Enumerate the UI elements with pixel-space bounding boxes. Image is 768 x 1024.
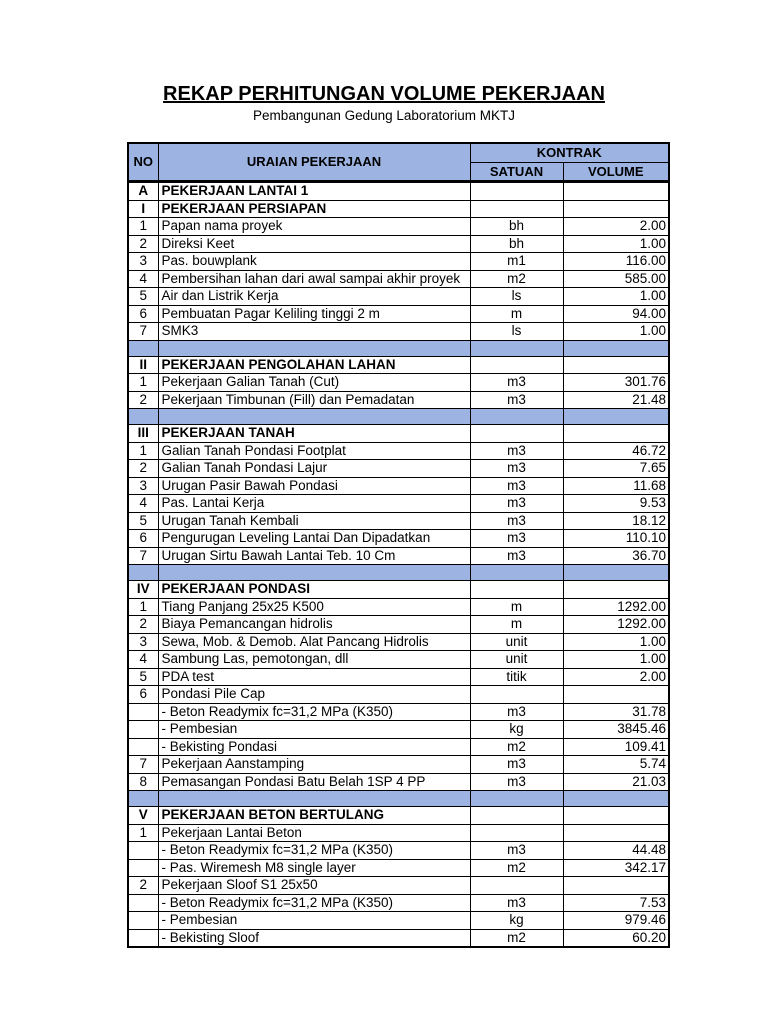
separator-cell	[158, 340, 470, 356]
table-row	[128, 929, 669, 947]
cell-no: 2	[128, 616, 158, 634]
section-separator	[128, 791, 669, 807]
header-satuan: SATUAN	[470, 163, 563, 182]
separator-cell	[563, 791, 669, 807]
section-separator	[128, 565, 669, 581]
cell-uraian: Galian Tanah Pondasi Footplat	[158, 442, 470, 460]
cell-satuan: m2	[470, 738, 563, 756]
cell-no: A	[128, 182, 158, 201]
cell-satuan: m3	[470, 894, 563, 912]
cell-satuan: m3	[470, 756, 563, 774]
table-row	[128, 859, 669, 877]
cell-no	[128, 842, 158, 860]
cell-uraian: Pembuatan Pagar Keliling tinggi 2 m	[158, 305, 470, 323]
cell-volume: 110.10	[563, 530, 669, 548]
cell-uraian: Pekerjaan Sloof S1 25x50	[158, 877, 470, 895]
cell-uraian: Urugan Pasir Bawah Pondasi	[158, 477, 470, 495]
cell-uraian: PEKERJAAN PENGOLAHAN LAHAN	[158, 356, 470, 374]
cell-volume: 94.00	[563, 305, 669, 323]
cell-no: 3	[128, 633, 158, 651]
cell-satuan: unit	[470, 651, 563, 669]
volume-table	[127, 142, 670, 948]
cell-satuan: m3	[470, 460, 563, 478]
table-row	[128, 912, 669, 930]
table-row	[128, 235, 669, 253]
table-row	[128, 530, 669, 548]
cell-satuan: m3	[470, 442, 563, 460]
cell-volume: 60.20	[563, 929, 669, 947]
cell-uraian: Sewa, Mob. & Demob. Alat Pancang Hidrolis	[158, 633, 470, 651]
cell-no: 5	[128, 512, 158, 530]
cell-uraian: - Pembesian	[158, 912, 470, 930]
cell-satuan	[470, 356, 563, 374]
cell-satuan: bh	[470, 235, 563, 253]
cell-no: 4	[128, 651, 158, 669]
cell-no: 2	[128, 877, 158, 895]
cell-volume: 18.12	[563, 512, 669, 530]
separator-cell	[128, 565, 158, 581]
cell-no	[128, 859, 158, 877]
section-row	[128, 182, 669, 201]
table-row	[128, 877, 669, 895]
section-separator	[128, 340, 669, 356]
table-row	[128, 442, 669, 460]
cell-uraian: Pekerjaan Lantai Beton	[158, 824, 470, 842]
table-row	[128, 218, 669, 236]
table-row	[128, 703, 669, 721]
cell-no: 4	[128, 270, 158, 288]
table-row	[128, 391, 669, 409]
cell-no: I	[128, 200, 158, 218]
separator-cell	[158, 791, 470, 807]
cell-uraian: Pembersihan lahan dari awal sampai akhir proyek	[158, 270, 470, 288]
cell-volume: 1.00	[563, 633, 669, 651]
separator-cell	[470, 565, 563, 581]
cell-volume: 116.00	[563, 253, 669, 271]
cell-uraian: Direksi Keet	[158, 235, 470, 253]
cell-volume: 979.46	[563, 912, 669, 930]
cell-uraian: - Pembesian	[158, 721, 470, 739]
section-row	[128, 356, 669, 374]
section-row	[128, 807, 669, 825]
section-row	[128, 425, 669, 443]
cell-no: 1	[128, 218, 158, 236]
cell-uraian: Air dan Listrik Kerja	[158, 288, 470, 306]
cell-uraian: SMK3	[158, 323, 470, 341]
cell-no	[128, 721, 158, 739]
cell-satuan: m3	[470, 391, 563, 409]
separator-cell	[128, 409, 158, 425]
cell-uraian: Biaya Pemancangan hidrolis	[158, 616, 470, 634]
cell-volume	[563, 877, 669, 895]
cell-uraian: Pas. bouwplank	[158, 253, 470, 271]
cell-no: 1	[128, 598, 158, 616]
cell-volume	[563, 807, 669, 825]
cell-volume: 109.41	[563, 738, 669, 756]
cell-satuan: m2	[470, 859, 563, 877]
cell-uraian: Urugan Tanah Kembali	[158, 512, 470, 530]
cell-volume	[563, 581, 669, 599]
cell-satuan	[470, 807, 563, 825]
document-title: REKAP PERHITUNGAN VOLUME PEKERJAAN	[163, 83, 605, 105]
cell-satuan: ls	[470, 288, 563, 306]
table-row	[128, 894, 669, 912]
separator-cell	[128, 340, 158, 356]
table-row	[128, 686, 669, 704]
cell-no: 3	[128, 477, 158, 495]
section-separator	[128, 409, 669, 425]
cell-satuan: kg	[470, 721, 563, 739]
section-row	[128, 200, 669, 218]
cell-satuan: m3	[470, 703, 563, 721]
cell-satuan: ls	[470, 323, 563, 341]
cell-no: 7	[128, 323, 158, 341]
cell-uraian: - Beton Readymix fc=31,2 MPa (K350)	[158, 894, 470, 912]
table-row	[128, 616, 669, 634]
separator-cell	[470, 340, 563, 356]
cell-volume: 585.00	[563, 270, 669, 288]
cell-uraian: PDA test	[158, 668, 470, 686]
cell-volume: 3845.46	[563, 721, 669, 739]
cell-no: III	[128, 425, 158, 443]
table-row	[128, 270, 669, 288]
cell-satuan: m3	[470, 512, 563, 530]
separator-cell	[563, 409, 669, 425]
cell-satuan: m1	[470, 253, 563, 271]
cell-satuan: m	[470, 616, 563, 634]
cell-uraian: PEKERJAAN BETON BERTULANG	[158, 807, 470, 825]
cell-no	[128, 894, 158, 912]
cell-satuan: titik	[470, 668, 563, 686]
header-no: NO	[128, 143, 158, 182]
cell-no: 6	[128, 305, 158, 323]
cell-satuan: m3	[470, 477, 563, 495]
cell-no	[128, 738, 158, 756]
cell-satuan: m3	[470, 495, 563, 513]
cell-volume: 46.72	[563, 442, 669, 460]
cell-volume: 1.00	[563, 288, 669, 306]
table-row	[128, 374, 669, 392]
cell-satuan	[470, 182, 563, 201]
cell-no: 1	[128, 442, 158, 460]
header-kontrak: KONTRAK	[470, 143, 669, 163]
cell-volume: 1.00	[563, 651, 669, 669]
cell-uraian: Sambung Las, pemotongan, dll	[158, 651, 470, 669]
cell-volume: 301.76	[563, 374, 669, 392]
table-row	[128, 773, 669, 791]
cell-no: 8	[128, 773, 158, 791]
cell-satuan: bh	[470, 218, 563, 236]
cell-volume: 11.68	[563, 477, 669, 495]
cell-volume: 7.53	[563, 894, 669, 912]
cell-uraian: - Bekisting Pondasi	[158, 738, 470, 756]
table-row	[128, 547, 669, 565]
cell-volume: 2.00	[563, 218, 669, 236]
cell-no: 2	[128, 460, 158, 478]
cell-volume	[563, 686, 669, 704]
cell-uraian: Pekerjaan Timbunan (Fill) dan Pemadatan	[158, 391, 470, 409]
cell-volume	[563, 425, 669, 443]
cell-uraian: Tiang Panjang 25x25 K500	[158, 598, 470, 616]
cell-no: IV	[128, 581, 158, 599]
cell-no: II	[128, 356, 158, 374]
table-row	[128, 253, 669, 271]
cell-uraian: - Bekisting Sloof	[158, 929, 470, 947]
cell-uraian: Pengurugan Leveling Lantai Dan Dipadatkan	[158, 530, 470, 548]
cell-uraian: Pekerjaan Aanstamping	[158, 756, 470, 774]
cell-uraian: Galian Tanah Pondasi Lajur	[158, 460, 470, 478]
table-row	[128, 323, 669, 341]
cell-satuan	[470, 200, 563, 218]
cell-satuan: m2	[470, 929, 563, 947]
table-row	[128, 651, 669, 669]
document-subtitle: Pembangunan Gedung Laboratorium MKTJ	[253, 108, 515, 123]
cell-uraian: Papan nama proyek	[158, 218, 470, 236]
cell-uraian: Pemasangan Pondasi Batu Belah 1SP 4 PP	[158, 773, 470, 791]
cell-uraian: Pondasi Pile Cap	[158, 686, 470, 704]
cell-no	[128, 929, 158, 947]
cell-satuan: kg	[470, 912, 563, 930]
table-row	[128, 512, 669, 530]
table-row	[128, 668, 669, 686]
header-volume: VOLUME	[563, 163, 669, 182]
cell-no: 6	[128, 530, 158, 548]
cell-no: 7	[128, 756, 158, 774]
table-header	[128, 143, 669, 182]
cell-volume	[563, 200, 669, 218]
cell-volume: 31.78	[563, 703, 669, 721]
cell-volume	[563, 824, 669, 842]
cell-no: 2	[128, 391, 158, 409]
table-row	[128, 842, 669, 860]
cell-satuan: m3	[470, 842, 563, 860]
cell-volume: 21.48	[563, 391, 669, 409]
cell-uraian: - Beton Readymix fc=31,2 MPa (K350)	[158, 842, 470, 860]
cell-satuan	[470, 824, 563, 842]
cell-no: 2	[128, 235, 158, 253]
cell-satuan: m3	[470, 773, 563, 791]
cell-uraian: PEKERJAAN PERSIAPAN	[158, 200, 470, 218]
cell-volume	[563, 182, 669, 201]
separator-cell	[470, 409, 563, 425]
section-row	[128, 581, 669, 599]
cell-satuan: m	[470, 598, 563, 616]
cell-uraian: Urugan Sirtu Bawah Lantai Teb. 10 Cm	[158, 547, 470, 565]
cell-volume: 9.53	[563, 495, 669, 513]
cell-satuan: m3	[470, 547, 563, 565]
table-body	[128, 182, 669, 948]
table-row	[128, 738, 669, 756]
cell-no: 1	[128, 374, 158, 392]
cell-satuan	[470, 425, 563, 443]
cell-volume: 5.74	[563, 756, 669, 774]
cell-satuan	[470, 686, 563, 704]
cell-volume: 21.03	[563, 773, 669, 791]
cell-uraian: Pas. Lantai Kerja	[158, 495, 470, 513]
table-row	[128, 305, 669, 323]
cell-uraian: PEKERJAAN TANAH	[158, 425, 470, 443]
cell-volume: 2.00	[563, 668, 669, 686]
cell-no	[128, 703, 158, 721]
cell-volume: 7.65	[563, 460, 669, 478]
table-row	[128, 633, 669, 651]
cell-satuan: m	[470, 305, 563, 323]
cell-volume: 342.17	[563, 859, 669, 877]
table-row	[128, 824, 669, 842]
cell-satuan: unit	[470, 633, 563, 651]
cell-volume: 1292.00	[563, 616, 669, 634]
cell-satuan: m3	[470, 374, 563, 392]
table-row	[128, 288, 669, 306]
cell-volume: 36.70	[563, 547, 669, 565]
table-row	[128, 460, 669, 478]
separator-cell	[563, 565, 669, 581]
cell-no: V	[128, 807, 158, 825]
table-row	[128, 477, 669, 495]
cell-no: 1	[128, 824, 158, 842]
cell-volume: 1.00	[563, 323, 669, 341]
cell-uraian: PEKERJAAN PONDASI	[158, 581, 470, 599]
cell-volume	[563, 356, 669, 374]
cell-volume: 1.00	[563, 235, 669, 253]
cell-no	[128, 912, 158, 930]
separator-cell	[158, 409, 470, 425]
separator-cell	[158, 565, 470, 581]
cell-uraian: - Beton Readymix fc=31,2 MPa (K350)	[158, 703, 470, 721]
cell-no: 6	[128, 686, 158, 704]
cell-no: 5	[128, 288, 158, 306]
separator-cell	[128, 791, 158, 807]
separator-cell	[563, 340, 669, 356]
cell-uraian: - Pas. Wiremesh M8 single layer	[158, 859, 470, 877]
cell-no: 5	[128, 668, 158, 686]
separator-cell	[470, 791, 563, 807]
cell-uraian: PEKERJAAN LANTAI 1	[158, 182, 470, 201]
cell-volume: 1292.00	[563, 598, 669, 616]
table-row	[128, 495, 669, 513]
cell-satuan: m2	[470, 270, 563, 288]
cell-satuan	[470, 877, 563, 895]
header-uraian: URAIAN PEKERJAAN	[158, 143, 470, 182]
cell-uraian: Pekerjaan Galian Tanah (Cut)	[158, 374, 470, 392]
cell-no: 7	[128, 547, 158, 565]
cell-no: 3	[128, 253, 158, 271]
table-row	[128, 598, 669, 616]
cell-satuan: m3	[470, 530, 563, 548]
table-row	[128, 721, 669, 739]
cell-volume: 44.48	[563, 842, 669, 860]
table-row	[128, 756, 669, 774]
cell-satuan	[470, 581, 563, 599]
cell-no: 4	[128, 495, 158, 513]
